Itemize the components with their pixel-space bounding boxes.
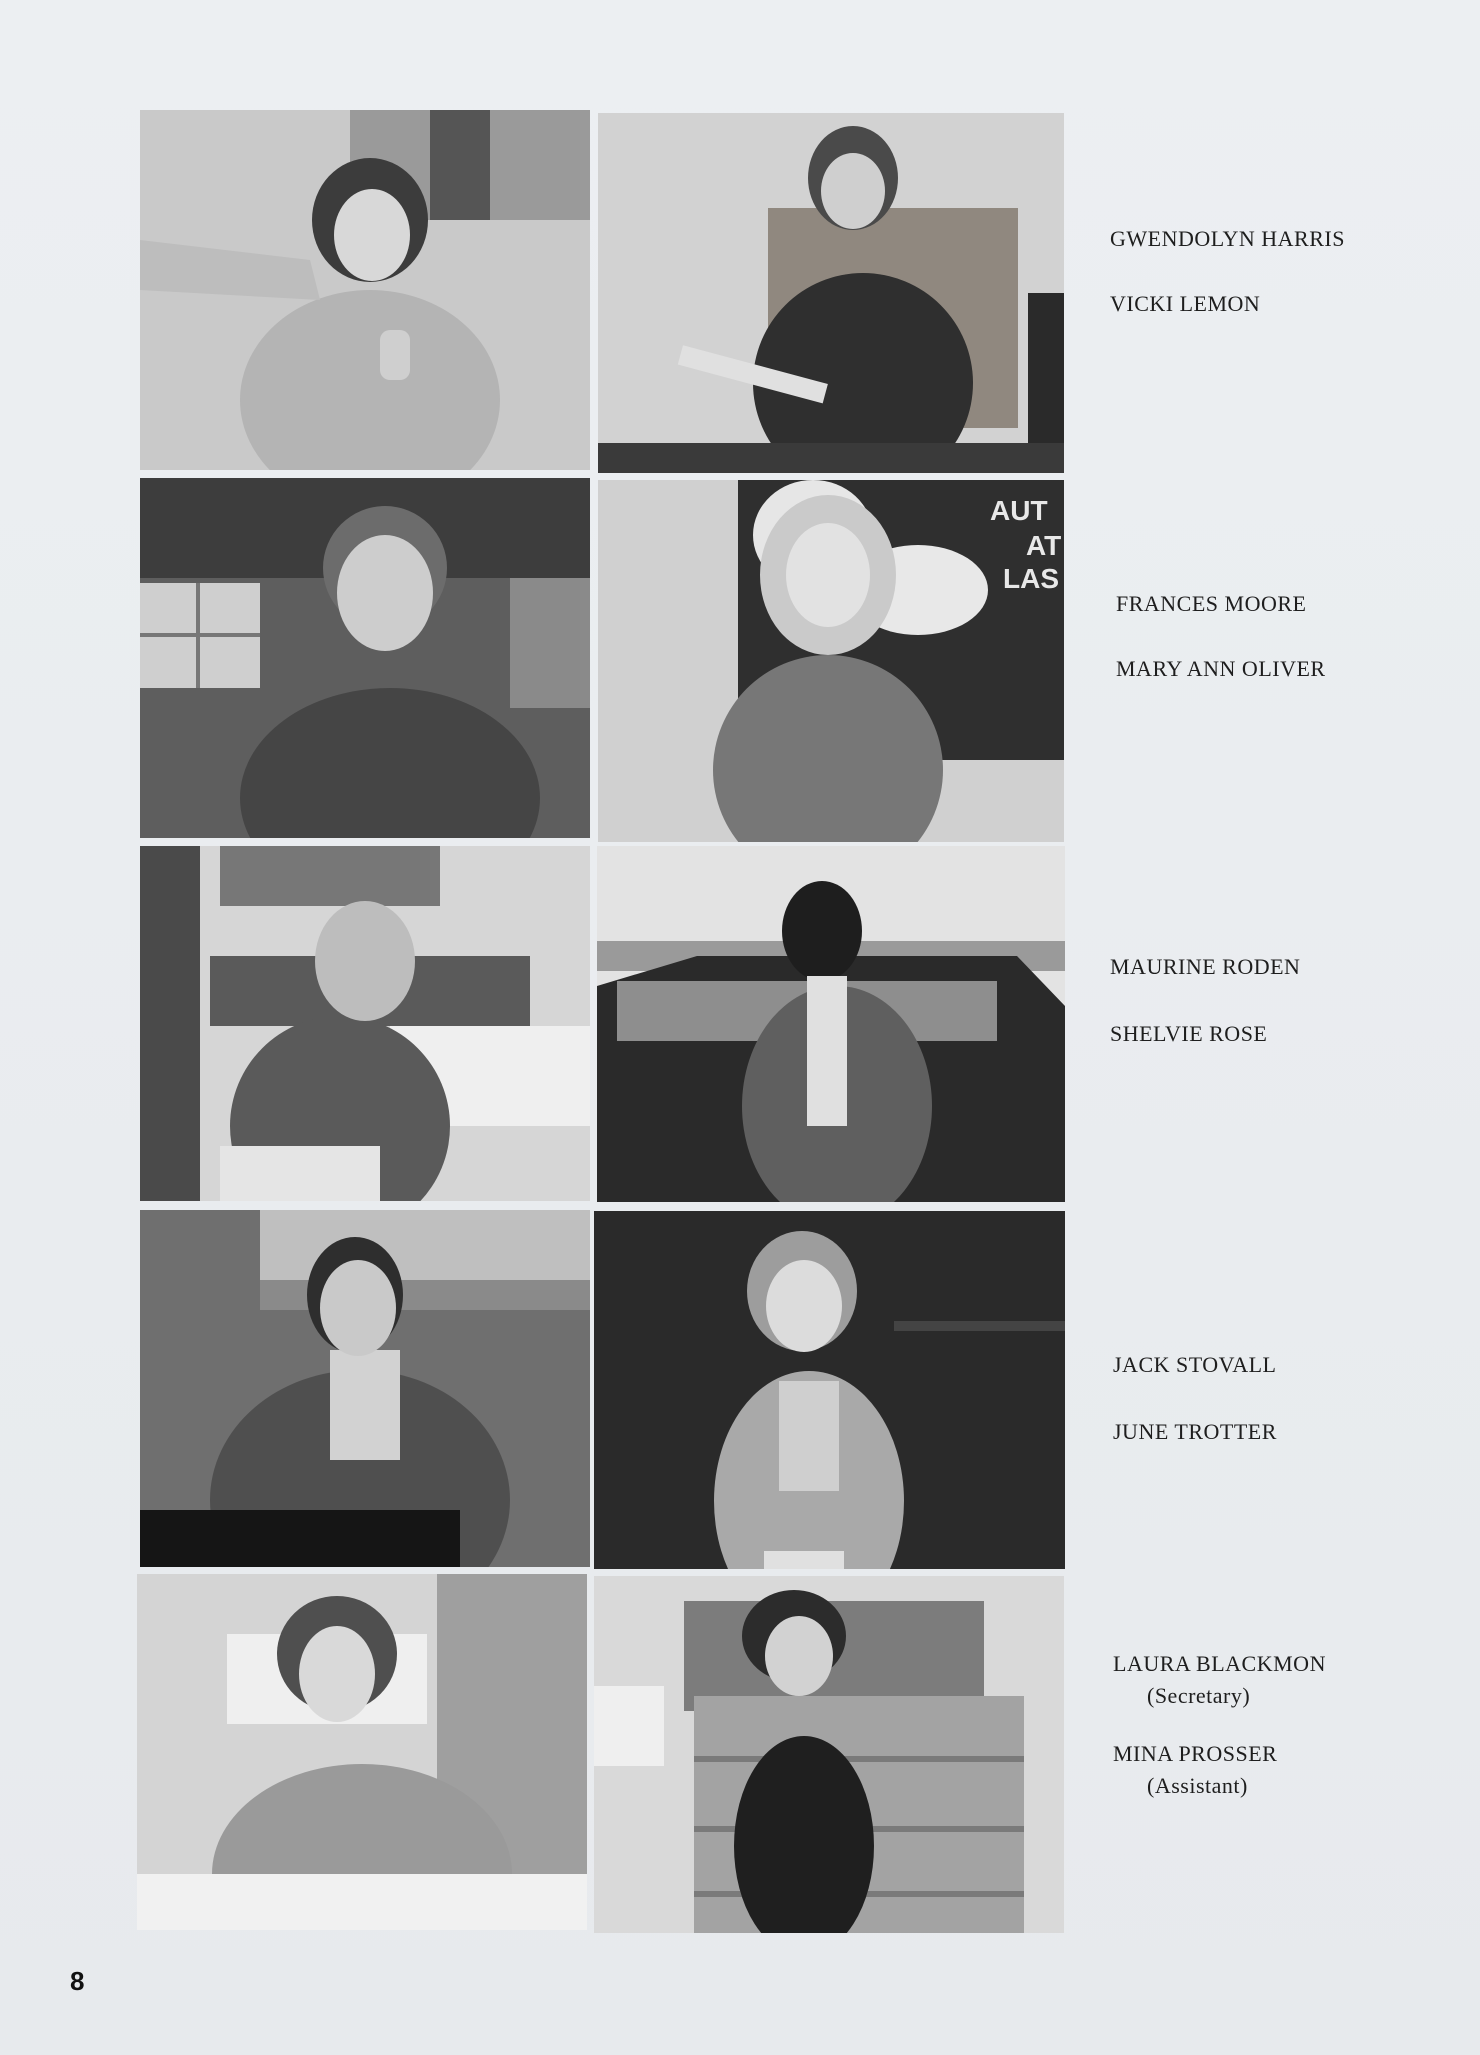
person-name: VICKI LEMON [1110,291,1261,316]
person-name: GWENDOLYN HARRIS [1110,226,1345,251]
name-caption [1116,593,1326,680]
portrait-photo [140,478,590,838]
person-name: JUNE TROTTER [1113,1419,1277,1444]
name-caption [1113,1653,1326,1797]
portrait-photo [598,480,1064,842]
portrait-photo [594,1576,1064,1933]
person-name: LAURA BLACKMON [1113,1651,1326,1676]
person-name: MAURINE RODEN [1110,954,1301,979]
person-name: MARY ANN OLIVER [1116,656,1326,681]
portrait-photo [137,1574,587,1930]
portrait-photo [140,846,590,1201]
name-caption [1113,1354,1277,1443]
portrait-photo [598,113,1064,473]
person-name: FRANCES MOORE [1116,591,1307,616]
portrait-photo [594,1211,1065,1569]
person-name: JACK STOVALL [1113,1352,1277,1377]
name-caption [1110,228,1345,315]
svg-text:LAS: LAS [1003,563,1059,594]
person-name: MINA PROSSER [1113,1741,1278,1766]
person-name: SHELVIE ROSE [1110,1021,1268,1046]
page-number: 8 [70,1966,85,1996]
job-title: (Secretary) [1147,1683,1251,1708]
bulletin-board-text: AUT [990,495,1048,526]
job-title: (Assistant) [1147,1773,1248,1798]
portrait-photo [597,846,1065,1202]
portrait-photo [140,110,590,470]
portrait-photo [140,1210,590,1567]
svg-text:AT: AT [1026,530,1062,561]
name-caption [1110,956,1300,1045]
